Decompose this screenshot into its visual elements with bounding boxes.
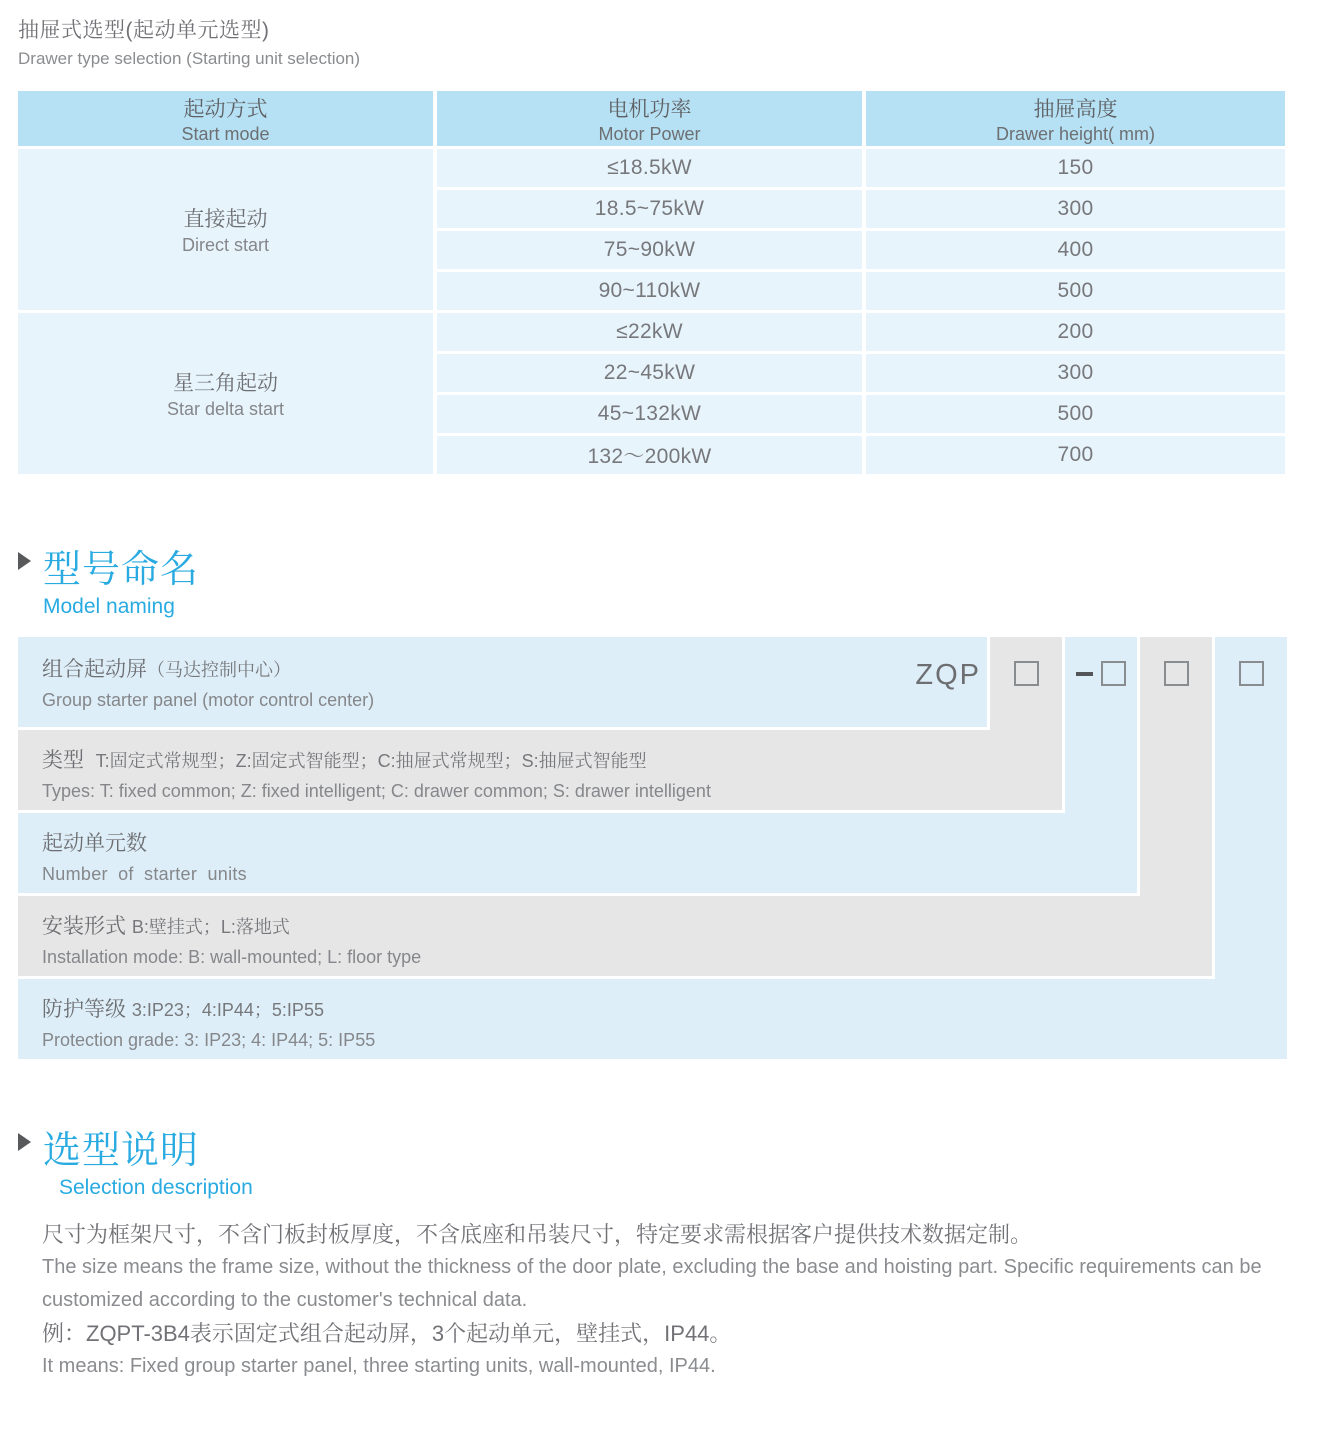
- mode-cell-direct-start: [18, 149, 433, 310]
- row-cn-main: 类型: [42, 749, 84, 772]
- section-title-en: Selection description: [59, 1176, 253, 1199]
- dash-icon: [1076, 672, 1093, 676]
- section-marker-triangle-icon: [18, 552, 31, 570]
- height-cell: 500: [866, 395, 1285, 433]
- naming-row-protection-grade: [18, 979, 1287, 1059]
- naming-row-group-starter-panel: [18, 637, 987, 727]
- description-line: The size means the frame size, without the thickness of the door plate, excluding the base and hoisting part. Specific requirements can be customized according to the customer's technical data.: [42, 1256, 1262, 1311]
- table-header-motor-power: [437, 91, 862, 146]
- height-cell: 500: [866, 272, 1285, 310]
- row-cn-main: 防护等级: [42, 998, 126, 1021]
- description-line: 尺寸为框架尺寸，不含门板封板厚度，不含底座和吊装尺寸，特定要求需根据客户提供技术数据定制。: [42, 1222, 1033, 1247]
- table-header-row: [18, 91, 1285, 146]
- row-cn-sub: T:固定式常规型；Z:固定式智能型；C:抽屉式常规型；S:抽屉式智能型: [95, 751, 647, 771]
- header-en: Motor Power: [598, 123, 701, 144]
- table-group-star-delta: [18, 313, 1285, 474]
- row-cn-sub: 3:IP23；4:IP44；5:IP55: [131, 1000, 324, 1020]
- height-cell: 300: [866, 354, 1285, 392]
- model-naming-diagram: [18, 637, 1288, 1059]
- row-en: Installation mode: B: wall-mounted; L: floor type: [42, 947, 422, 967]
- naming-row-starter-units: [18, 813, 1137, 893]
- page-title-en: Drawer type selection (Starting unit selection): [18, 49, 361, 68]
- power-cell: ≤18.5kW: [437, 149, 862, 187]
- header-cn: 电机功率: [607, 97, 692, 121]
- description-line: It means: Fixed group starter panel, three starting units, wall-mounted, IP44.: [42, 1355, 716, 1377]
- row-cn-main: 起动单元数: [42, 832, 147, 855]
- row-cn-main: 安装形式: [42, 915, 126, 938]
- code-box-icon: [1101, 661, 1126, 686]
- code-strip-installation: [1140, 637, 1212, 976]
- header-en: Drawer height( mm): [995, 123, 1156, 144]
- power-cell: 90~110kW: [437, 272, 862, 310]
- power-cell: 18.5~75kW: [437, 190, 862, 228]
- model-code-prefix: ZQP: [915, 659, 981, 691]
- code-strip-protection: [1215, 637, 1287, 1059]
- section-marker-triangle-icon: [18, 1133, 31, 1151]
- page-title-cn: 抽屉式选型(起动单元选型): [18, 19, 270, 42]
- mode-en: Direct start: [181, 235, 269, 255]
- mode-en: Star delta start: [166, 399, 285, 419]
- mode-cn: 直接起动: [183, 208, 268, 231]
- height-cell: 700: [866, 436, 1285, 474]
- code-box-icon: [1014, 661, 1039, 686]
- section-title-cn: 型号命名: [43, 549, 200, 591]
- mode-cn: 星三角起动: [173, 372, 278, 395]
- page-title: [18, 14, 1322, 69]
- naming-row-types: [18, 730, 1062, 810]
- drawer-selection-table: [18, 91, 1285, 474]
- row-cn-sub: B:壁挂式；L:落地式: [131, 917, 290, 937]
- power-cell: 75~90kW: [437, 231, 862, 269]
- section-title-en: Model naming: [43, 595, 175, 618]
- height-cell: 300: [866, 190, 1285, 228]
- naming-row-installation-mode: [18, 896, 1212, 976]
- row-en: Group starter panel (motor control center): [42, 690, 375, 710]
- table-header-start-mode: [18, 91, 433, 146]
- power-cell: ≤22kW: [437, 313, 862, 351]
- section-title-cn: 选型说明: [43, 1130, 200, 1172]
- table-group-direct-start: [18, 149, 1285, 310]
- code-strip-type: [990, 637, 1062, 810]
- model-naming-section-header: [18, 538, 1322, 619]
- header-cn: 起动方式: [183, 97, 268, 121]
- row-en: Types: T: fixed common; Z: fixed intelligent; C: drawer common; S: drawer intelligent: [42, 781, 711, 801]
- code-strip-units: [1065, 637, 1137, 893]
- code-box-icon: [1239, 661, 1264, 686]
- selection-description-body: [42, 1218, 1290, 1383]
- power-cell: 45~132kW: [437, 395, 862, 433]
- row-en: Number of starter units: [42, 864, 247, 884]
- row-cn-sub: （马达控制中心）: [147, 660, 291, 680]
- height-cell: 400: [866, 231, 1285, 269]
- table-header-drawer-height: [866, 91, 1285, 146]
- header-cn: 抽屉高度: [1033, 97, 1118, 121]
- row-cn-main: 组合起动屏: [42, 658, 147, 681]
- power-cell: 22~45kW: [437, 354, 862, 392]
- selection-description-section-header: [18, 1119, 1322, 1200]
- description-line: 例：ZQPT-3B4表示固定式组合起动屏，3个起动单元，壁挂式，IP44。: [42, 1321, 732, 1346]
- height-cell: 150: [866, 149, 1285, 187]
- header-en: Start mode: [181, 123, 270, 144]
- row-en: Protection grade: 3: IP23; 4: IP44; 5: IP55: [42, 1030, 376, 1050]
- code-box-icon: [1164, 661, 1189, 686]
- catalog-page: [0, 14, 1322, 1450]
- height-cell: 200: [866, 313, 1285, 351]
- mode-cell-star-delta: [18, 313, 433, 474]
- power-cell: 132～200kW: [437, 436, 862, 474]
